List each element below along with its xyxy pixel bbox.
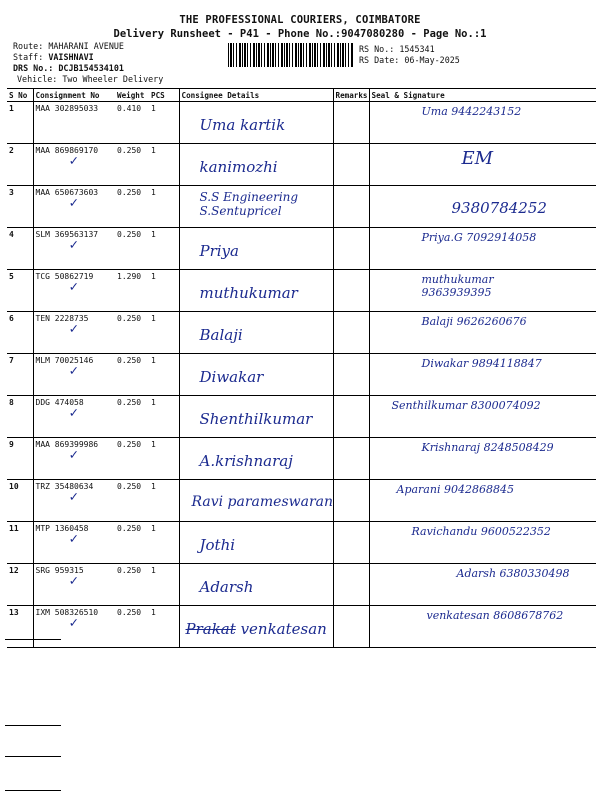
col-header-signature: Seal & Signature: [369, 89, 596, 102]
drs-value: DCJB154534101: [58, 63, 124, 73]
cell-sno: 7: [7, 354, 33, 396]
cell-sno: 13: [7, 606, 33, 648]
cell-signature: [369, 354, 596, 396]
col-header-remarks: Remarks: [333, 89, 369, 102]
check-mark-icon: ✓: [69, 573, 78, 589]
consignment-number: SRG 959315: [35, 566, 84, 575]
cell-weight: 0.250: [115, 522, 149, 564]
cell-pcs: 1: [149, 480, 179, 522]
runsheet-table: [7, 88, 596, 648]
check-mark-icon: ✓: [69, 279, 78, 295]
consignment-number: TEN 2228735: [35, 314, 89, 323]
cell-sno: 10: [7, 480, 33, 522]
handwritten-signature: Aparani 9042868845: [396, 483, 514, 496]
handwritten-signature: venkatesan 8608678762: [426, 609, 564, 622]
table-row: [7, 312, 596, 354]
consignment-number: DDG 474058: [35, 398, 84, 407]
rs-no-value: 1545341: [399, 44, 435, 54]
col-header-sno: S No: [7, 89, 33, 102]
drs-line: [13, 63, 124, 73]
cell-consignee: [179, 354, 333, 396]
table-row: [7, 438, 596, 480]
cell-pcs: 1: [149, 102, 179, 144]
rs-date-line: [359, 55, 460, 65]
table-header-row: [7, 89, 596, 102]
check-mark-icon: ✓: [69, 405, 78, 421]
consignment-number: MLM 70025146: [35, 356, 94, 365]
route-value: MAHARANI AVENUE: [48, 41, 124, 51]
check-mark-icon: ✓: [69, 615, 78, 631]
consignment-number: MAA 869869170: [35, 146, 99, 155]
consignment-number: MTP 1360458: [35, 524, 89, 533]
cell-consignee: [179, 228, 333, 270]
cell-signature: [369, 522, 596, 564]
cell-consignment: [33, 270, 115, 312]
consignment-number: MAA 869399986: [35, 440, 99, 449]
cell-signature: [369, 270, 596, 312]
cell-pcs: 1: [149, 186, 179, 228]
cell-consignment: [33, 144, 115, 186]
cell-pcs: 1: [149, 564, 179, 606]
staff-value: VAISHNAVI: [48, 52, 94, 62]
cell-remarks: [333, 606, 369, 648]
handwritten-signature: Uma 9442243152: [421, 105, 522, 118]
cell-consignment: [33, 312, 115, 354]
cell-weight: 1.290: [115, 270, 149, 312]
handwritten-signature: 9380784252: [451, 199, 547, 217]
handwritten-signature: Adarsh 6380330498: [456, 567, 570, 580]
cell-consignee: [179, 522, 333, 564]
cell-signature: [369, 438, 596, 480]
cell-pcs: 1: [149, 606, 179, 648]
cell-sno: 1: [7, 102, 33, 144]
cell-signature: [369, 186, 596, 228]
col-header-weight: Weight: [115, 89, 149, 102]
handwritten-name: Shenthilkumar: [199, 410, 313, 428]
cell-signature: [369, 228, 596, 270]
vehicle-label: Vehicle:: [17, 74, 58, 84]
table-row: [7, 186, 596, 228]
rs-no-label: RS No.:: [359, 44, 395, 54]
staff-label: Staff:: [13, 52, 44, 62]
cell-consignment: [33, 354, 115, 396]
handwritten-name: Uma kartik: [199, 116, 286, 134]
consignment-number: TRZ 35480634: [35, 482, 94, 491]
cell-sno: 4: [7, 228, 33, 270]
cell-consignee: [179, 312, 333, 354]
footer-rule: [5, 756, 61, 757]
consignment-number: IXM 508326510: [35, 608, 99, 617]
cell-consignment: [33, 228, 115, 270]
check-mark-icon: ✓: [69, 153, 78, 169]
drs-label: DRS No.:: [13, 63, 54, 73]
rs-no-line: [359, 44, 435, 54]
check-mark-icon: ✓: [69, 363, 78, 379]
cell-consignee: [179, 606, 333, 648]
cell-weight: 0.250: [115, 396, 149, 438]
cell-signature: [369, 312, 596, 354]
table-row: [7, 354, 596, 396]
table-row: [7, 606, 596, 648]
cell-weight: 0.250: [115, 312, 149, 354]
cell-pcs: 1: [149, 396, 179, 438]
cell-consignee: [179, 186, 333, 228]
cell-consignment: [33, 606, 115, 648]
cell-sno: 11: [7, 522, 33, 564]
cell-consignee: [179, 564, 333, 606]
cell-weight: 0.410: [115, 102, 149, 144]
vehicle-line: [17, 74, 163, 84]
cell-sno: 5: [7, 270, 33, 312]
handwritten-name: Adarsh: [199, 578, 254, 596]
check-mark-icon: ✓: [69, 531, 78, 547]
table-row: [7, 270, 596, 312]
handwritten-signature: Diwakar 9894118847: [421, 357, 542, 370]
cell-signature: [369, 480, 596, 522]
cell-signature: [369, 606, 596, 648]
cell-consignee: [179, 396, 333, 438]
handwritten-name: muthukumar: [199, 284, 298, 302]
handwritten-signature: muthukumar 9363939395: [421, 273, 494, 299]
cell-consignment: MAA 302895033: [33, 102, 115, 144]
cell-pcs: 1: [149, 144, 179, 186]
barcode-image: [228, 43, 354, 67]
col-header-pcs: PCS: [149, 89, 179, 102]
handwritten-signature: Priya.G 7092914058: [421, 231, 537, 244]
footer-rule: [5, 790, 61, 791]
cell-weight: 0.250: [115, 228, 149, 270]
rs-date-value: 06-May-2025: [404, 55, 460, 65]
cell-consignment: [33, 438, 115, 480]
cell-consignee: [179, 102, 333, 144]
table-row: [7, 396, 596, 438]
consignment-number: SLM 369563137: [35, 230, 99, 239]
vehicle-value: Two Wheeler Delivery: [62, 74, 164, 84]
cell-pcs: 1: [149, 312, 179, 354]
handwritten-name: A.krishnaraj: [199, 452, 293, 470]
cell-weight: 0.250: [115, 564, 149, 606]
cell-sno: 12: [7, 564, 33, 606]
check-mark-icon: ✓: [69, 489, 78, 505]
col-header-consignee: Consignee Details: [179, 89, 333, 102]
runsheet-subtitle: Delivery Runsheet - P41 - Phone No.:9047080280 - Page No.:1: [113, 28, 487, 40]
table-row: [7, 228, 596, 270]
rs-date-label: RS Date:: [359, 55, 400, 65]
handwritten-name: S.S Engineering S.Sentupricel: [199, 190, 299, 218]
cell-consignee: [179, 270, 333, 312]
handwritten-name: Jothi: [199, 536, 236, 554]
handwritten-name: Ravi parameswaran: [191, 494, 334, 510]
handwritten-signature: Krishnaraj 8248508429: [421, 441, 554, 454]
cell-sno: 3: [7, 186, 33, 228]
cell-signature: [369, 396, 596, 438]
cell-pcs: 1: [149, 522, 179, 564]
handwritten-signature: EM: [461, 148, 494, 169]
check-mark-icon: ✓: [69, 447, 78, 463]
handwritten-name: Diwakar: [199, 368, 264, 386]
struck-out-text: Prakat: [185, 620, 236, 638]
cell-consignment: [33, 480, 115, 522]
cell-sno: 9: [7, 438, 33, 480]
table-row: [7, 564, 596, 606]
check-mark-icon: ✓: [69, 321, 78, 337]
cell-weight: 0.250: [115, 186, 149, 228]
staff-line: [13, 52, 94, 62]
cell-sno: 8: [7, 396, 33, 438]
cell-consignment: [33, 564, 115, 606]
cell-consignee: [179, 438, 333, 480]
cell-pcs: 1: [149, 270, 179, 312]
cell-consignment: [33, 186, 115, 228]
route-line: [13, 41, 124, 51]
route-label: Route:: [13, 41, 44, 51]
consignment-number: MAA 650673603: [35, 188, 99, 197]
cell-consignee: [179, 144, 333, 186]
cell-consignment: [33, 396, 115, 438]
cell-remarks: [333, 186, 369, 228]
cell-weight: 0.250: [115, 354, 149, 396]
cell-pcs: 1: [149, 354, 179, 396]
consignment-number: TCG 50862719: [35, 272, 94, 281]
cell-sno: 6: [7, 312, 33, 354]
footer-rule: [5, 639, 61, 640]
cell-sno: 2: [7, 144, 33, 186]
cell-weight: 0.250: [115, 438, 149, 480]
handwritten-signature: Ravichandu 9600522352: [411, 525, 551, 538]
cell-weight: 0.250: [115, 480, 149, 522]
cell-signature: [369, 144, 596, 186]
handwritten-name: Balaji: [199, 326, 243, 344]
handwritten-signature: Balaji 9626260676: [421, 315, 527, 328]
handwritten-signature: Senthilkumar 8300074092: [391, 399, 541, 412]
table-row: [7, 144, 596, 186]
cell-consignment: [33, 522, 115, 564]
table-row: [7, 522, 596, 564]
cell-signature: [369, 564, 596, 606]
cell-pcs: 1: [149, 228, 179, 270]
cell-weight: 0.250: [115, 144, 149, 186]
footer-rule: [5, 725, 61, 726]
document-title: THE PROFESSIONAL COURIERS, COIMBATORE: [179, 14, 421, 26]
cell-consignee: [179, 480, 333, 522]
consignee-name: venkatesan: [240, 620, 327, 638]
handwritten-name: Priya: [199, 242, 239, 260]
handwritten-name: kanimozhi: [199, 158, 278, 176]
cell-pcs: 1: [149, 438, 179, 480]
cell-signature: [369, 102, 596, 144]
table-row: [7, 480, 596, 522]
table-row: [7, 102, 596, 144]
check-mark-icon: ✓: [69, 237, 78, 253]
col-header-consignment: Consignment No: [33, 89, 115, 102]
handwritten-name: [186, 620, 335, 638]
check-mark-icon: ✓: [69, 195, 78, 211]
cell-weight: 0.250: [115, 606, 149, 648]
